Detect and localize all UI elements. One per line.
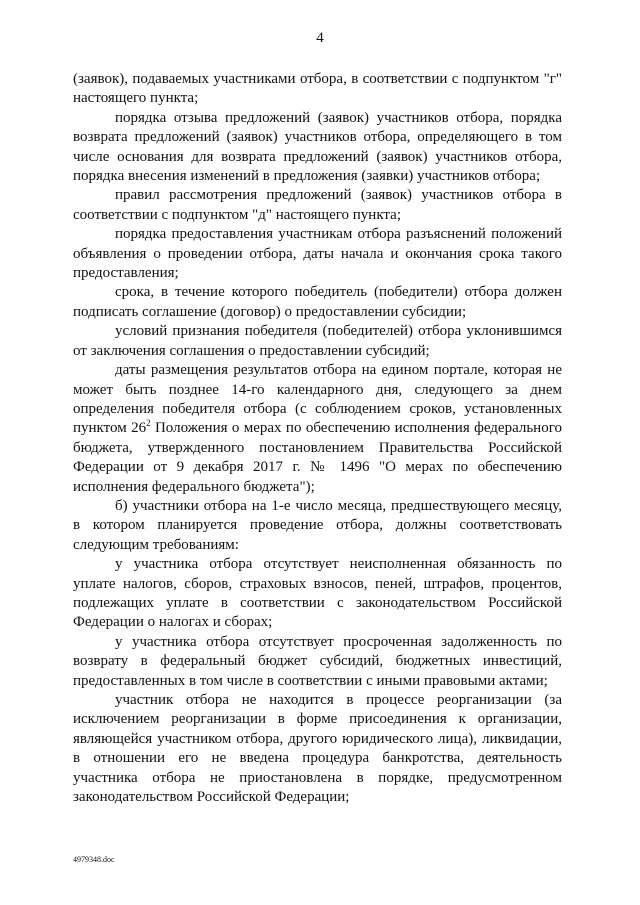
paragraph-results-publication xyxy=(73,361,562,497)
paragraph-evasion-conditions: условий признания победителя (победителей) отбора уклонившимся от заключения соглашения о предоставлении субсидий; xyxy=(73,323,562,359)
paragraph-review-rules: правил рассмотрения предложений (заявок) участников отбора в соответствии с подпунктом "д" настоящего пункта; xyxy=(73,187,562,223)
paragraph-withdrawal-procedure: порядка отзыва предложений (заявок) участников отбора, порядка возврата предложений (заявок) участников отбора, определяющего в том числе основания для возврата предложений (заявок) участников отбора, порядка внесения изменений в предложения (заявки) участников отбора; xyxy=(73,109,562,185)
paragraph-continuation: (заявок), подаваемых участниками отбора, в соответствии с подпунктом "г" настоящего пункта; xyxy=(73,71,562,107)
paragraph-no-overdue-debt: у участника отбора отсутствует просроченная задолженность по возврату в федеральный бюджет субсидий, бюджетных инвестиций, предоставленных в том числе в соответствии с иными правовыми актами; xyxy=(73,633,562,689)
page-number: 4 xyxy=(316,30,324,46)
results-text-after: Положения о мерах по обеспечению исполнения федерального бюджета, утвержденного постановлением Правительства Российской Федерации от 9 декабря 2017 г. № 1496 "О мерах по обеспечению исполнения федерального бюджета"); xyxy=(73,420,562,495)
footer-filename: 4979348.doc xyxy=(73,855,115,864)
paragraph-no-tax-debt: у участника отбора отсутствует неисполненная обязанность по уплате налогов, сборов, страховых взносов, пеней, штрафов, процентов, подлежащих уплате в соответствии с законодательством Российской Федерации о налогах и сборах; xyxy=(73,556,562,631)
results-text-before: даты размещения результатов отбора на едином портале, которая не может быть позднее 14-го календарного дня, следующего за днем определения победителя отбора (с соблюдением сроков, установленных пунктом 26 xyxy=(73,362,562,437)
superscript-marker: 2 xyxy=(146,418,151,429)
paragraph-participant-requirements: б) участники отбора на 1-е число месяца, предшествующего месяцу, в котором планируется проведение отбора, должны соответствовать следующим требованиям: xyxy=(73,497,562,553)
document-body xyxy=(73,70,562,807)
paragraph-signing-deadline: срока, в течение которого победитель (победители) отбора должен подписать соглашение (договор) о предоставлении субсидии; xyxy=(73,284,562,320)
paragraph-no-reorganization: участник отбора не находится в процессе реорганизации (за исключением реорганизации в форме присоединения к организации, являющейся участником отбора, другого юридического лица), ликвидации, в отношении его не введена процедура банкротства, деятельность участника отбора не приостановлена в порядке, предусмотренном законодательством Российской Федерации; xyxy=(73,692,562,806)
paragraph-clarifications: порядка предоставления участникам отбора разъяснений положений объявления о проведении отбора, даты начала и окончания срока такого предоставления; xyxy=(73,226,562,282)
